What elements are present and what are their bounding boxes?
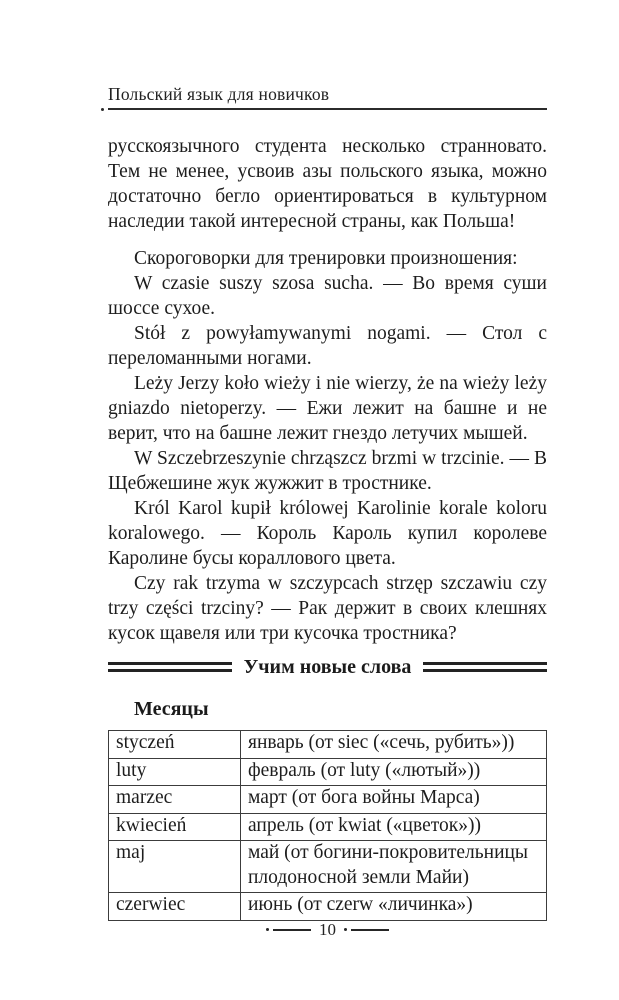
divider-line-left bbox=[108, 662, 232, 672]
tongue-twister-item: Król Karol kupił królowej Karolinie korale koloru koralowego. — Король Кароль купил королеве Каролине бусы кораллового цвета. bbox=[108, 498, 547, 569]
polish-word-cell: styczeń bbox=[109, 731, 241, 759]
polish-word-cell: maj bbox=[109, 841, 241, 893]
section-divider-label: Учим новые слова bbox=[243, 656, 412, 678]
footer-dot-right bbox=[344, 928, 347, 931]
page-footer bbox=[108, 921, 547, 939]
page-header bbox=[108, 84, 547, 110]
table-row bbox=[109, 758, 547, 786]
tongue-twister-item: Stół z powyłamywanymi nogami. — Стол с переломанными ногами. bbox=[108, 323, 547, 369]
tongue-twister-item: W czasie suszy szosa sucha. — Во время суши шоссе сухое. bbox=[108, 273, 547, 319]
polish-word-cell: czerwiec bbox=[109, 893, 241, 921]
polish-word-cell: luty bbox=[109, 758, 241, 786]
footer-dash-left bbox=[273, 929, 311, 931]
header-rule-dot bbox=[101, 108, 104, 111]
footer-dash-right bbox=[351, 929, 389, 931]
divider-line-right bbox=[423, 662, 547, 672]
russian-translation-cell: апрель (от kwiat («цветок»)) bbox=[241, 813, 547, 841]
running-head-title: Польский язык для новичков bbox=[108, 84, 330, 104]
footer-dot-left bbox=[266, 928, 269, 931]
header-rule bbox=[108, 108, 547, 110]
months-heading: Месяцы bbox=[134, 698, 209, 720]
table-row bbox=[109, 731, 547, 759]
tongue-twisters-heading: Скороговорки для тренировки произношения: bbox=[134, 248, 518, 269]
table-row bbox=[109, 841, 547, 893]
page-number: 10 bbox=[319, 919, 336, 939]
tongue-twister-item: Czy rak trzyma w szczypcach strzęp szczawiu czy trzy części trzciny? — Рак держит в своих клешнях кусок щавеля или три кусочка тростника? bbox=[108, 573, 547, 644]
russian-translation-cell: январь (от siec («сечь, рубить»)) bbox=[241, 731, 547, 759]
table-row bbox=[109, 893, 547, 921]
months-table bbox=[108, 730, 547, 921]
section-divider bbox=[108, 655, 547, 679]
table-row bbox=[109, 786, 547, 814]
russian-translation-cell: март (от бога войны Марса) bbox=[241, 786, 547, 814]
table-row bbox=[109, 813, 547, 841]
russian-translation-cell: февраль (от luty («лютый»)) bbox=[241, 758, 547, 786]
polish-word-cell: marzec bbox=[109, 786, 241, 814]
russian-translation-cell: май (от богини-покровительницы плодоносной земли Майи) bbox=[241, 841, 547, 893]
russian-translation-cell: июнь (от czerw «личинка») bbox=[241, 893, 547, 921]
tongue-twister-item: W Szczebrzeszynie chrząszcz brzmi w trzcinie. — В Щебжешине жук жужжит в тростнике. bbox=[108, 448, 547, 494]
polish-word-cell: kwiecień bbox=[109, 813, 241, 841]
tongue-twister-item: Leży Jerzy koło wieży i nie wierzy, że na wieży leży gniazdo nietoperzy. — Ежи лежит на башне и не верит, что на башне лежит гнездо летучих мышей. bbox=[108, 373, 547, 444]
intro-paragraph: русскоязычного студента несколько странновато. Тем не менее, усвоив азы польского языка, можно достаточно бегло ориентироваться в культурном наследии такой интересной страны, как Польша! bbox=[108, 136, 547, 232]
